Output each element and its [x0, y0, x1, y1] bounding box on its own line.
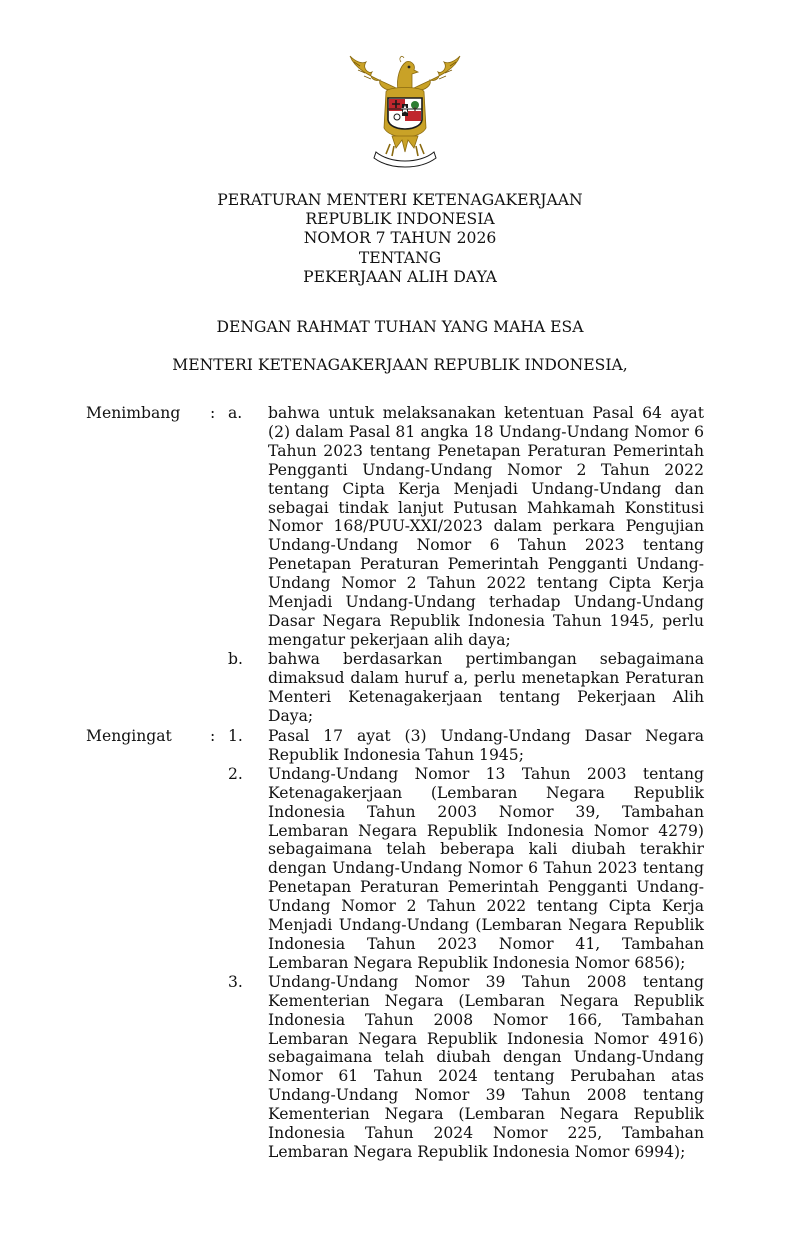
section-label: Menimbang — [86, 404, 181, 422]
item-marker: b. — [228, 649, 243, 668]
motto-ribbon — [374, 152, 436, 167]
mengingat-section — [0, 727, 800, 1162]
left-wing — [350, 56, 396, 90]
item-text: Undang-Undang Nomor 39 Tahun 2008 tentang Kementerian Negara (Lembaran Negara Republik Indonesia Tahun 2008 Nomor 166, Tambahan Lembaran Negara Republik Indonesia Nomor 4916) sebagaimana telah diubah dengan Undang-Undang Nomor 61 Tahun 2024 tentang Perubahan atas Undang-Undang Nomor 39 Tahun 2008 tentang Kementerian Negara (Lembaran Negara Republik Indonesia Tahun 2024 Nomor 225, Tambahan Lembaran Negara Republik Indonesia Nomor 6994); — [268, 972, 704, 1161]
title-line: NOMOR 7 TAHUN 2026 — [303, 229, 497, 248]
minister-line: MENTERI KETENAGAKERJAAN REPUBLIK INDONESIA, — [172, 356, 628, 374]
title-line: PEKERJAAN ALIH DAYA — [303, 267, 497, 286]
item-marker: a. — [228, 404, 243, 422]
garuda-tail — [392, 136, 418, 152]
item-marker: 1. — [228, 727, 243, 745]
item-text: Pasal 17 ayat (3) Undang-Undang Dasar Negara Republik Indonesia Tahun 1945; — [268, 727, 704, 764]
regulation-title — [0, 191, 800, 287]
item-marker: 3. — [228, 972, 243, 991]
section-label: Mengingat — [86, 727, 172, 745]
title-line: REPUBLIK INDONESIA — [305, 210, 495, 229]
title-line: TENTANG — [358, 248, 442, 267]
list-item — [0, 765, 800, 973]
list-item — [0, 404, 800, 650]
garuda-head — [397, 56, 418, 90]
garuda-emblem — [346, 48, 464, 172]
item-text: bahwa berdasarkan pertimbangan sebagaimana dimaksud dalam huruf a, perlu menetapkan Peraturan Menteri Ketenagakerjaan tentang Pekerjaan Alih Daya; — [268, 649, 704, 725]
rahmat-line: DENGAN RAHMAT TUHAN YANG MAHA ESA — [216, 318, 584, 336]
menimbang-section — [0, 404, 800, 725]
right-wing — [414, 56, 460, 90]
item-text: bahwa untuk melaksanakan ketentuan Pasal 64 ayat (2) dalam Pasal 81 angka 18 Undang-Undang Nomor 6 Tahun 2023 tentang Penetapan Peraturan Pemerintah Pengganti Undang-Undang Nomor 2 Tahun 2022 tentang Cipta Kerja Menjadi Undang-Undang dan sebagai tindak lanjut Putusan Mahkamah Konstitusi Nomor 168/PUU-XXI/2023 dalam perkara Pengujian Undang-Undang Nomor 6 Tahun 2023 tentang Penetapan Peraturan Pemerintah Pengganti Undang-Undang Nomor 2 Tahun 2022 tentang Cipta Kerja Menjadi Undang-Undang terhadap Undang-Undang Dasar Negara Republik Indonesia Tahun 1945, perlu mengatur pekerjaan alih daya; — [268, 404, 704, 649]
section-colon: : — [210, 404, 216, 422]
section-colon: : — [210, 727, 216, 745]
list-item — [0, 650, 800, 726]
list-item — [0, 727, 800, 765]
title-line: PERATURAN MENTERI KETENAGAKERJAAN — [217, 191, 583, 209]
list-item — [0, 973, 800, 1162]
pancasila-shield — [388, 98, 422, 129]
item-marker: 2. — [228, 764, 243, 783]
item-text: Undang-Undang Nomor 13 Tahun 2003 tentang Ketenagakerjaan (Lembaran Negara Republik Indonesia Tahun 2003 Nomor 39, Tambahan Lembaran Negara Republik Indonesia Nomor 4279) sebagaimana telah beberapa kali diubah terakhir dengan Undang-Undang Nomor 6 Tahun 2023 tentang Penetapan Peraturan Pemerintah Pengganti Undang-Undang Nomor 2 Tahun 2022 tentang Cipta Kerja Menjadi Undang-Undang (Lembaran Negara Republik Indonesia Tahun 2023 Nomor 41, Tambahan Lembaran Negara Republik Indonesia Nomor 6856); — [268, 764, 704, 972]
